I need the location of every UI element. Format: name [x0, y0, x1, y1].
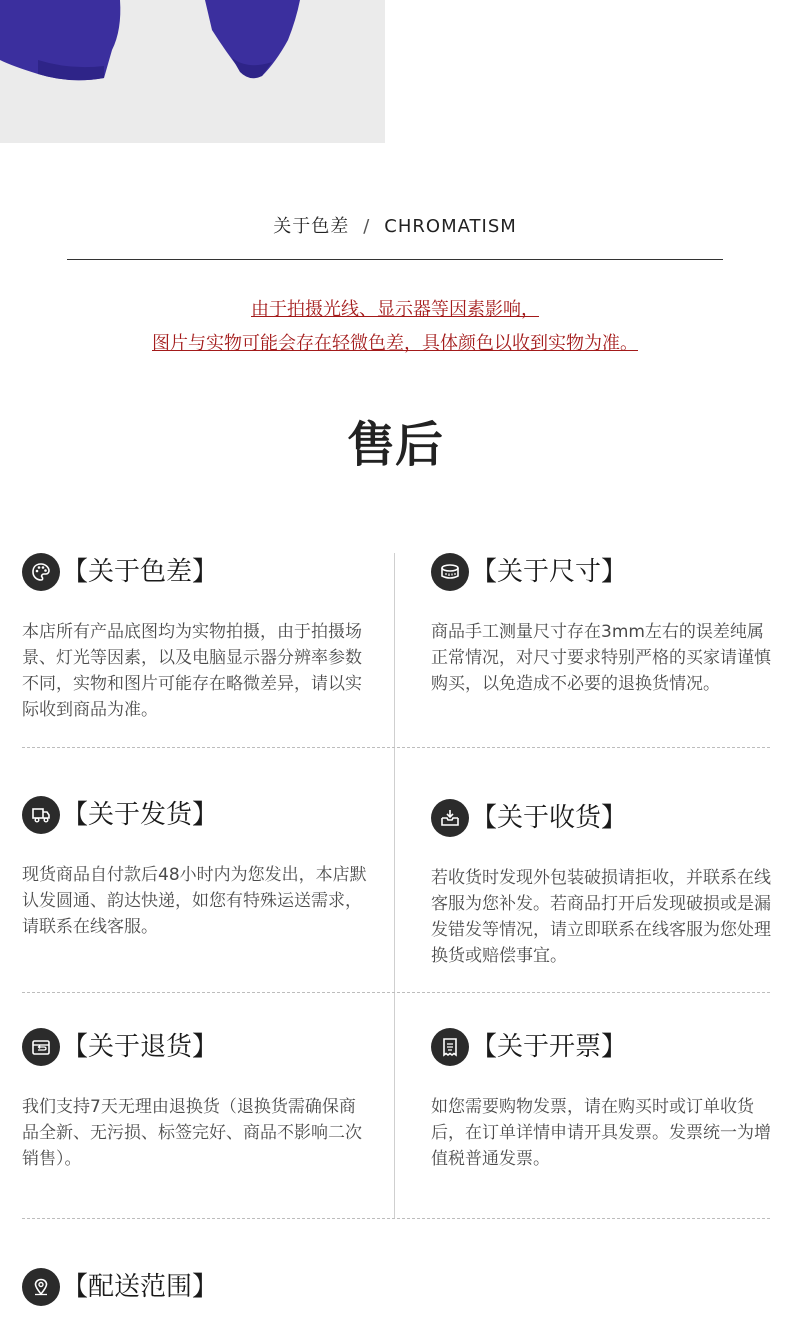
info-card-text: 现货商品自付款后48小时内为您发出，本店默认发圆通、韵达快递，如您有特殊运送需求，请联系在线客服。	[22, 865, 367, 937]
info-card-shipping	[22, 796, 367, 940]
grid-vertical-divider	[394, 553, 395, 1218]
info-card-text: 若收货时发现外包装破损请拒收，并联系在线客服为您补发。若商品打开后发现破损或是漏发错发等情况，请立即联系在线客服为您处理换货或赔偿事宜。	[431, 868, 771, 966]
return-box-icon	[22, 1028, 60, 1066]
chromatism-title-cn: 关于色差	[273, 216, 350, 237]
palette-icon	[22, 553, 60, 591]
info-card-text: 商品手工测量尺寸存在3mm左右的误差纯属正常情况，对尺寸要求特别严格的买家请谨慎购买，以免造成不必要的退换货情况。	[431, 622, 771, 694]
info-card-returns	[22, 1028, 367, 1172]
info-card-title: 【关于发货】	[62, 800, 219, 830]
color-notice-line-2: 图片与实物可能会存在轻微色差，具体颜色以收到实物为准。	[152, 333, 638, 354]
info-card-delivery-range	[22, 1268, 367, 1308]
color-notice-line-1: 由于拍摄光线、显示器等因素影响，	[251, 299, 539, 320]
product-photo	[0, 0, 385, 143]
info-card-text: 我们支持7天无理由退换货（退换货需确保商品全新、无污损、标签完好、商品不影响二次销售）。	[22, 1097, 362, 1169]
info-card-invoice	[431, 1028, 776, 1172]
info-card-size	[431, 553, 776, 697]
info-card-receiving	[431, 799, 776, 969]
chromatism-separator: /	[363, 216, 371, 237]
chromatism-divider	[67, 259, 723, 260]
info-card-title: 【关于退货】	[62, 1032, 219, 1062]
info-card-title: 【关于收货】	[471, 803, 628, 833]
chromatism-title-en: CHROMATISM	[384, 216, 517, 237]
tape-measure-icon	[431, 553, 469, 591]
after-sales-title: 售后	[346, 417, 443, 473]
grid-row-divider	[22, 1218, 770, 1219]
receive-box-icon	[431, 799, 469, 837]
info-card-text: 如您需要购物发票，请在购买时或订单收货后，在订单详情申请开具发票。发票统一为增值税普通发票。	[431, 1097, 771, 1169]
info-card-title: 【配送范围】	[62, 1272, 219, 1302]
info-card-text: 本店所有产品底图均为实物拍摄，由于拍摄场景、灯光等因素，以及电脑显示器分辨率参数不同，实物和图片可能存在略微差异，请以实际收到商品为准。	[22, 622, 362, 720]
chromatism-heading	[0, 212, 790, 238]
receipt-icon	[431, 1028, 469, 1066]
grid-row-divider	[22, 992, 770, 993]
grid-row-divider	[22, 747, 770, 748]
info-card-color-difference	[22, 553, 367, 723]
info-card-title: 【关于开票】	[471, 1032, 628, 1062]
info-card-title: 【关于尺寸】	[471, 557, 628, 587]
truck-icon	[22, 796, 60, 834]
info-card-title: 【关于色差】	[62, 557, 219, 587]
location-pin-icon	[22, 1268, 60, 1306]
